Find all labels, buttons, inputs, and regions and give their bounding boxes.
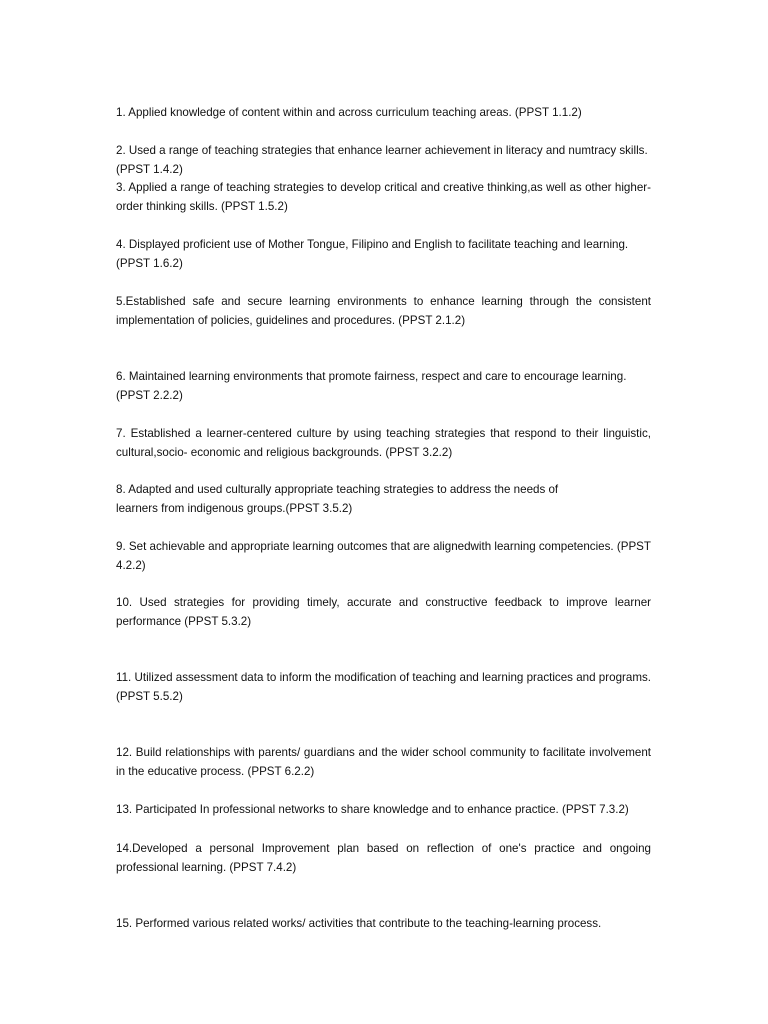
list-item-5: 5.Established safe and secure learning environments to enhance learning through the consistent implementation of policies, guidelines and procedures. (PPST 2.1.2) <box>116 295 651 327</box>
list-item-8-line-1: 8. Adapted and used culturally appropriate teaching strategies to address the needs of <box>116 483 559 496</box>
list-item-13: 13. Participated In professional networks to share knowledge and to enhance practice. (PPST 7.3.2) <box>116 803 629 816</box>
list-item-8 <box>116 480 651 518</box>
list-item-9: 9. Set achievable and appropriate learning outcomes that are alignedwith learning competencies. (PPST 4.2.2) <box>116 540 651 572</box>
list-item-4: 4. Displayed proficient use of Mother Tongue, Filipino and English to facilitate teaching and learning. (PPST 1.6.2) <box>116 238 629 270</box>
list-item-1: 1. Applied knowledge of content within and across curriculum teaching areas. (PPST 1.1.2) <box>116 106 582 119</box>
list-item-3: 3. Applied a range of teaching strategies to develop critical and creative thinking,as well as other higher-order thinking skills. (PPST 1.5.2) <box>116 181 651 213</box>
list-item-11: 11. Utilized assessment data to inform the modification of teaching and learning practices and programs. (PPST 5.5.2) <box>116 671 651 703</box>
list-item-10: 10. Used strategies for providing timely, accurate and constructive feedback to improve learner performance (PPST 5.3.2) <box>116 596 651 628</box>
list-item-8-line-2: learners from indigenous groups.(PPST 3.5.2) <box>116 502 353 515</box>
list-item-6: 6. Maintained learning environments that promote fairness, respect and care to encourage learning. (PPST 2.2.2) <box>116 370 627 402</box>
list-item-14: 14.Developed a personal Improvement plan based on reflection of one's practice and ongoing professional learning. (PPST 7.4.2) <box>116 842 651 874</box>
list-item-15: 15. Performed various related works/ activities that contribute to the teaching-learning process. <box>116 917 602 930</box>
list-item-2: 2. Used a range of teaching strategies that enhance learner achievement in literacy and numtracy skills. (PPST 1.4.2) <box>116 144 648 176</box>
list-item-7: 7. Established a learner-centered culture by using teaching strategies that respond to their linguistic, cultural,socio- economic and religious backgrounds. (PPST 3.2.2) <box>116 427 651 459</box>
list-item-12: 12. Build relationships with parents/ guardians and the wider school community to facilitate involvement in the educative process. (PPST 6.2.2) <box>116 746 651 778</box>
